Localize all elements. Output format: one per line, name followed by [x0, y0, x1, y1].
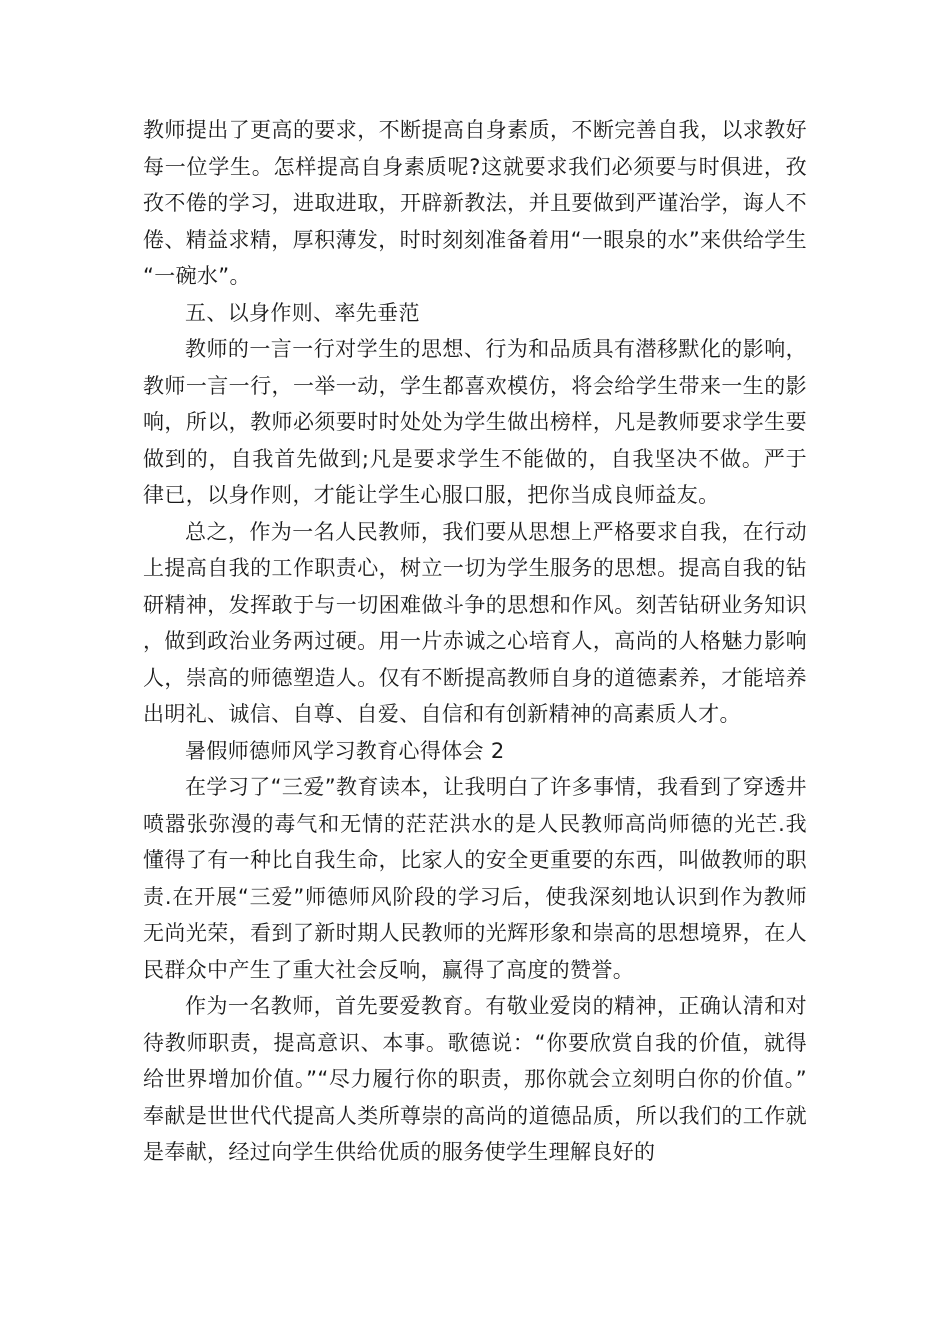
paragraph-summary: 总之，作为一名人民教师，我们要从思想上严格要求自我，在行动上提高自我的工作职责心，树立一切为学生服务的思想。提高自我的钻研精神，发挥敢于与一切困难做斗争的思想和作风。刻苦钻研业务知识，做到政治业务两过硬。用一片赤诚之心培育人，高尚的人格魅力影响人，崇高的师德塑造人。仅有不断提高教师自身的道德素养，才能培养出明礼、诚信、自尊、自爱、自信和有创新精神的高素质人才。 — [143, 519, 807, 726]
section-heading-5: 五、以身作则、率先垂范 — [185, 300, 420, 325]
paragraph-three-loves: 在学习了“三爱”教育读本，让我明白了许多事情，我看到了穿透井喷嚣张弥漫的毒气和无情的茫茫洪水的是人民教师高尚师德的光芒.我懂得了有一种比自我生命，比家人的安全更重要的东西，叫做教师的职责.在开展“三爱”师德师风阶段的学习后，使我深刻地认识到作为教师无尚光荣，看到了新时期人民教师的光辉形象和崇高的思想境界，在人民群众中产生了重大社会反响，赢得了高度的赞誉。 — [143, 775, 807, 982]
paragraph-continuation: 教师提出了更高的要求，不断提高自身素质，不断完善自我，以求教好每一位学生。怎样提高自身素质呢?这就要求我们必须要与时俱进，孜孜不倦的学习，进取进取，开辟新教法，并且要做到严谨治学，诲人不倦、精益求精，厚积薄发，时时刻刻准备着用“一眼泉的水”来供给学生“一碗水”。 — [143, 118, 807, 288]
paragraph-role-model: 教师的一言一行对学生的思想、行为和品质具有潜移默化的影响，教师一言一行，一举一动，学生都喜欢模仿，将会给学生带来一生的影响，所以，教师必须要时时处处为学生做出榜样，凡是教师要求学生要做到的，自我首先做到;凡是要求学生不能做的，自我坚决不做。严于律已，以身作则，才能让学生心服口服，把你当成良师益友。 — [143, 337, 807, 507]
paragraph-love-education: 作为一名教师，首先要爱教育。有敬业爱岗的精神，正确认清和对待教师职责，提高意识、本事。歌德说：“你要欣赏自我的价值，就得给世界增加价值。”“尽力履行你的职责，那你就会立刻明白你的价值。”奉献是世世代代提高人类所尊崇的高尚的道德品质，所以我们的工作就是奉献，经过向学生供给优质的服务使学生理解良好的 — [143, 994, 807, 1164]
article-title-2: 暑假师德师风学习教育心得体会 2 — [185, 738, 505, 763]
document-page — [143, 112, 807, 1171]
